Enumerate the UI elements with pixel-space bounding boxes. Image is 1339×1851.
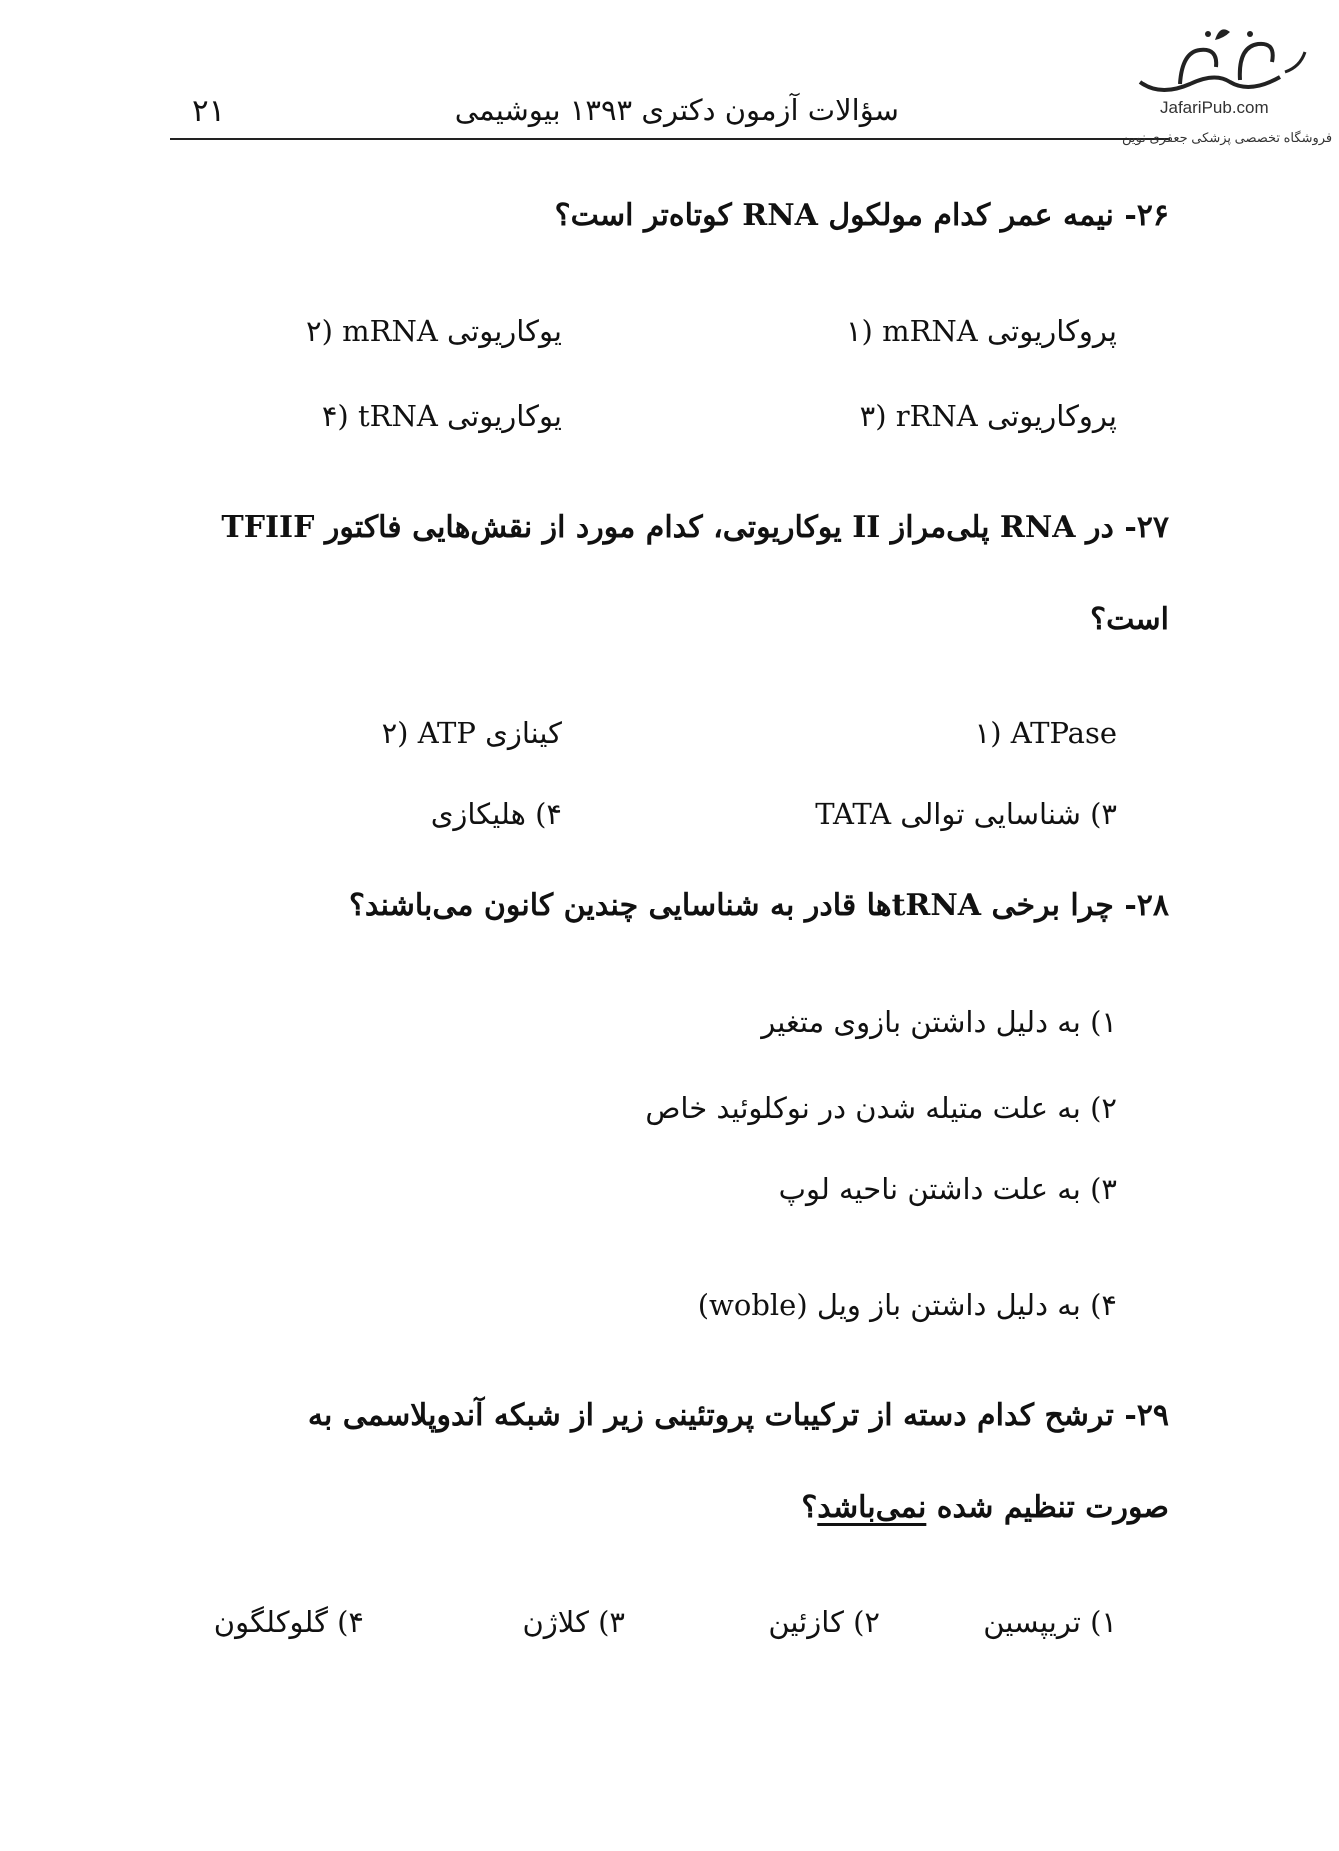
q29-option-1: ۱) تریپسین bbox=[983, 1605, 1117, 1639]
q26-option-3: ۳) rRNA پروکاریوتی bbox=[859, 399, 1117, 433]
publisher-logo bbox=[1120, 22, 1333, 152]
q27-option-3: ۳) شناسایی توالی TATA bbox=[815, 797, 1117, 831]
q28-option-4: ۴) به دلیل داشتن باز ویل (woble) bbox=[697, 1288, 1117, 1322]
q28-option-1: ۱) به دلیل داشتن بازوی متغیر bbox=[761, 1005, 1117, 1039]
logo-url: JafariPub.com bbox=[1160, 98, 1269, 117]
q27-option-1: ۱) ATPase bbox=[974, 716, 1117, 750]
question-27 bbox=[221, 510, 1169, 545]
page-number: ۲۱ bbox=[192, 93, 226, 129]
underlined-word: نمی‌باشد bbox=[817, 1490, 927, 1525]
jafari-pub-logo-icon bbox=[1120, 22, 1310, 102]
question-text: چرا برخی tRNAها قادر به شناسایی چندین کانون می‌باشند؟ bbox=[348, 888, 1114, 923]
question-text: در RNA پلی‌مراز II یوکاریوتی، کدام مورد از نقش‌هایی فاکتور TFIIF bbox=[221, 510, 1114, 545]
question-text: نیمه عمر کدام مولکول RNA کوتاه‌تر است؟ bbox=[554, 198, 1114, 233]
q27-option-4: ۴) هلیکازی bbox=[430, 797, 562, 831]
question-29-line-2 bbox=[801, 1490, 1169, 1525]
q26-option-4: ۴) tRNA یوکاریوتی bbox=[321, 399, 562, 433]
q28-option-3: ۳) به علت داشتن ناحیه لوپ bbox=[778, 1172, 1117, 1206]
question-28 bbox=[349, 888, 1169, 923]
running-header-title: سؤالات آزمون دکتری ۱۳۹۳ بیوشیمی bbox=[454, 93, 899, 127]
q26-option-2: ۲) mRNA یوکاریوتی bbox=[306, 314, 562, 348]
logo-shop-name: فروشگاه تخصصی پزشکی جعفری نوین bbox=[1122, 130, 1333, 145]
question-27-line-2: است؟ bbox=[1090, 602, 1169, 637]
q28-option-2: ۲) به علت متیله شدن در نوکلوئید خاص bbox=[645, 1091, 1117, 1125]
question-mark: ؟ bbox=[801, 1490, 818, 1525]
question-number: ۲۷- bbox=[1124, 510, 1169, 545]
q29-option-2: ۲) کازئین bbox=[768, 1605, 880, 1639]
question-text-part: صورت تنظیم شده bbox=[926, 1490, 1169, 1525]
question-29 bbox=[308, 1398, 1169, 1433]
q29-option-3: ۳) کلاژن bbox=[522, 1605, 625, 1639]
question-number: ۲۹- bbox=[1124, 1398, 1169, 1433]
q29-option-4: ۴) گلوکلگون bbox=[213, 1605, 364, 1639]
question-number: ۲۸- bbox=[1124, 888, 1169, 923]
question-26 bbox=[555, 198, 1169, 233]
question-text: ترشح کدام دسته از ترکیبات پروتئینی زیر از شبکه آندوپلاسمی به bbox=[307, 1398, 1114, 1433]
q27-option-2: ۲) ATP کینازی bbox=[381, 716, 562, 750]
q26-option-1: ۱) mRNA پروکاریوتی bbox=[845, 314, 1117, 348]
question-number: ۲۶- bbox=[1124, 198, 1169, 233]
header-rule bbox=[170, 138, 1170, 140]
